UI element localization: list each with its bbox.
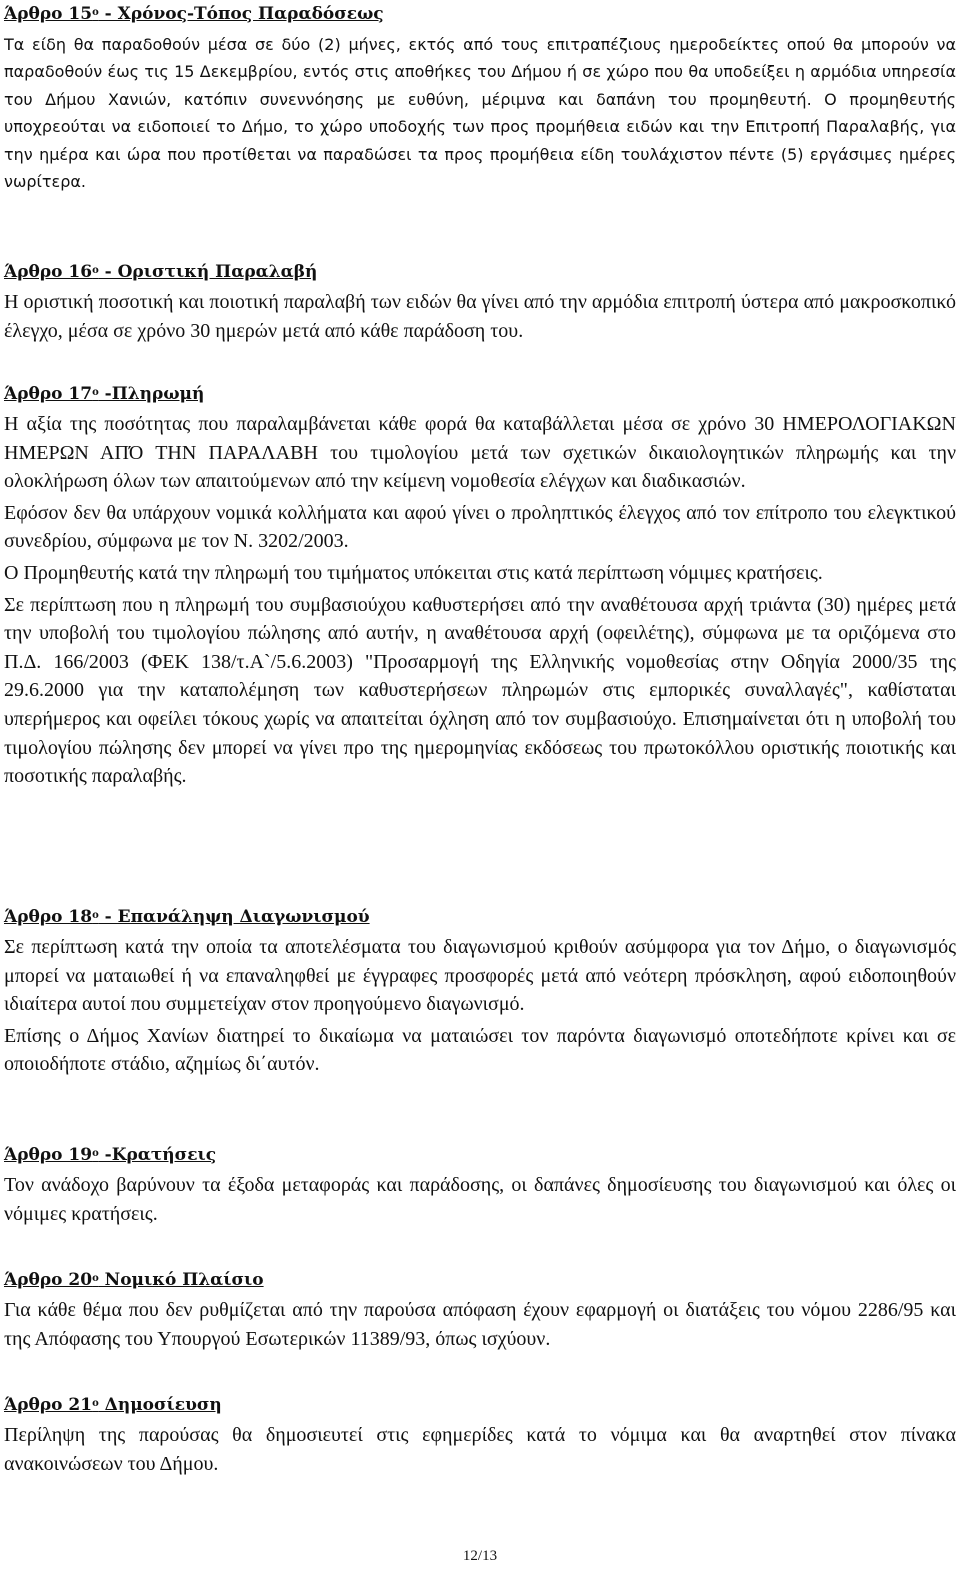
article-19 [4, 1143, 956, 1228]
article-21-paragraph-1: Περίληψη της παρούσας θα δημοσιευτεί στις εφημερίδες κατά το νόμιμα και θα αναρτηθεί στον πίνακα ανακοινώσεων του Δήμου. [4, 1424, 956, 1475]
page-number: 12/13 [462, 1548, 498, 1564]
article-16 [4, 260, 956, 345]
article-16-heading: Άρθρο $16^o$ - Οριστική Παραλαβή [4, 262, 318, 282]
article-15 [4, 2, 956, 195]
article-21-heading: Άρθρο $21^o$ Δημοσίευση [4, 1395, 222, 1415]
article-18-heading: Άρθρο $18^o$ - Επανάληψη Διαγωνισμού [4, 907, 370, 927]
article-17-paragraph-1: Η αξία της ποσότητας που παραλαμβάνεται κάθε φορά θα καταβάλλεται μέσα σε χρόνο 30 ΗΜΕΡΟΛΟΓΙΑΚΩΝ ΗΜΕΡΩΝ ΑΠΌ ΤΗΝ ΠΑΡΑΛΑΒΗ του τιμολογίου μετά των σχετικών δικαιολογητικών πληρωμής και την ολοκλήρωση όλων των απαιτούμενων από την κείμενη νομοθεσία ελέγχων και διαδικασιών. [4, 413, 956, 493]
article-19-heading: Άρθρο $19^o$ -Κρατήσεις [4, 1145, 217, 1165]
article-20-paragraph-1: Για κάθε θέμα που δεν ρυθμίζεται από την παρούσα απόφαση έχουν εφαρμογή οι διατάξεις του νόμου 2286/95 και της Απόφασης του Υπουργού Εσωτερικών 11389/93, όπως ισχύουν. [4, 1299, 956, 1350]
article-17-paragraph-2: Εφόσον δεν θα υπάρχουν νομικά κολλήματα και αφού γίνει ο προληπτικός έλεγχος από τον επίτροπο του ελεγκτικού συνεδρίου, σύμφωνα με τον Ν. 3202/2003. [4, 501, 956, 553]
article-20-heading: Άρθρο $20^o$ Νομικό Πλαίσιο [4, 1270, 264, 1290]
article-21 [4, 1393, 956, 1478]
article-18 [4, 905, 956, 1079]
article-17-heading: Άρθρο $17^o$ -Πληρωμή [4, 384, 205, 404]
article-16-paragraph-1: Η οριστική ποσοτική και ποιοτική παραλαβή των ειδών θα γίνει από την αρμόδια επιτροπή ύστερα από μακροσκοπικό έλεγχο, μέσα σε χρόνο 30 ημερών μετά από κάθε παράδοση του. [4, 291, 956, 342]
article-20 [4, 1268, 956, 1353]
article-17-paragraph-3: Ο Προμηθευτής κατά την πληρωμή του τιμήματος υπόκειται στις κατά περίπτωση νόμιμες κρατήσεις. [4, 561, 823, 584]
article-18-paragraph-1: Σε περίπτωση κατά την οποία τα αποτελέσματα του διαγωνισμού κριθούν ασύμφορα για τον Δήμο, ο διαγωνισμός μπορεί να ματαιωθεί ή να επαναληφθεί με έγγραφες προσφορές μετά από νεότερη πρόσκληση, αφού ειδοποιηθούν ιδιαίτερα αυτοί που συμμετείχαν στον προηγούμενο διαγωνισμό. [4, 936, 956, 1016]
article-18-paragraph-2: Επίσης ο Δήμος Χανίων διατηρεί το δικαίωμα να ματαιώσει τον παρόντα διαγωνισμό οποτεδήποτε κρίνει και σε οποιοδήποτε στάδιο, αζημίως δι΄αυτόν. [4, 1024, 956, 1076]
article-17-paragraph-4: Σε περίπτωση που η πληρωμή του συμβασιούχου καθυστερήσει από την αναθέτουσα αρχή τριάντα (30) ημέρες μετά την υποβολή του τιμολογίου πώλησης από αυτήν, η αναθέτουσα αρχή (οφειλέτης), σύμφωνα με τα οριζόμενα στο Π.Δ. 166/2003 (ΦΕΚ 138/τ.Α`/5.6.2003) "Προσαρμογή της Ελληνικής νομοθεσίας στην Οδηγία 2000/35 της 29.6.2000 για την καταπολέμηση των καθυστερήσεων πληρωμών στις εμπορικές συναλλαγές", καθίσταται υπερήμερος και οφείλει τόκους χωρίς να απαιτείται όχληση από τον συμβασιούχο. Επισημαίνεται ότι η υποβολή του τιμολογίου πώλησης δεν μπορεί να γίνει προ της ημερομηνίας εκδόσεως του πρωτοκόλλου οριστικής ποιοτικής και ποσοτικής παραλαβής. [4, 593, 956, 788]
article-15-heading: Άρθρο $15^o - X\rho ό\nu o\varsigma-Tό\pi o\varsigma$ Παραδόσεως [4, 4, 384, 24]
article-15-paragraph-1: Τα είδη θα παραδοθούν μέσα σε δύο (2) μήνες, εκτός από τους επιτραπέζιους ημεροδείκτες οπού θα μπορούν να παραδοθούν έως τις 15 Δεκεμβρίου, εντός στις αποθήκες του Δήμου ή σε χώρο που θα υποδείξει η αρμόδια υπηρεσία του Δήμου Χανιών, κατόπιν συνεννόησης με ευθύνη, μέριμνα και δαπάνη του προμηθευτή. Ο προμηθευτής υποχρεούται να ειδοποιεί το Δήμο, το χώρο υποδοχής των προς προμήθεια ειδών και την Επιτροπή Παραλαβής, για την ημέρα και ώρα που προτίθεται να παραδώσει τα προς προμήθεια είδη τουλάχιστον πέντε (5) εργάσιμες ημέρες νωρίτερα. [4, 35, 956, 192]
article-19-paragraph-1: Τον ανάδοχο βαρύνουν τα έξοδα μεταφοράς και παράδοσης, οι δαπάνες δημοσίευσης του διαγωνισμού και όλες οι νόμιμες κρατήσεις. [4, 1174, 956, 1225]
article-17 [4, 382, 956, 791]
